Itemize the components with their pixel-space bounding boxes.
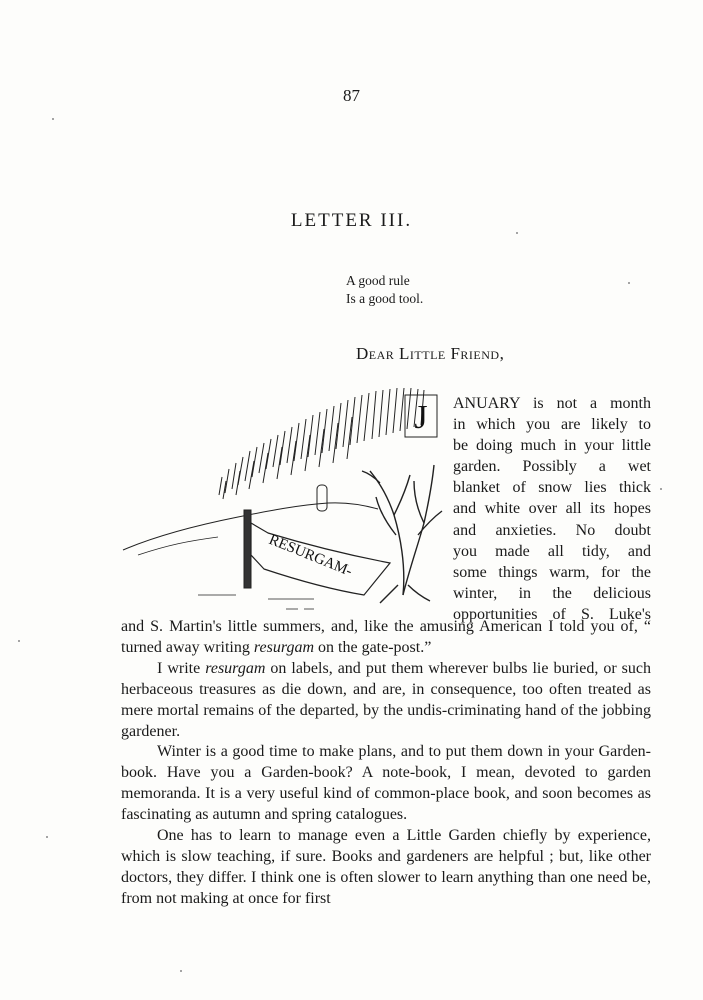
drop-cap-letter: J <box>414 399 428 436</box>
paper-speck <box>180 970 182 972</box>
paragraph-1-text: and S. Martin's little summers, and, like the amusing American I told you of, “ turned away writing <box>121 618 651 656</box>
resurgam-italic: resurgam <box>253 638 315 656</box>
salutation: Dear Little Friend, <box>356 344 505 363</box>
opening-line: ANUARY is not a month <box>453 395 651 412</box>
paper-speck <box>18 640 20 642</box>
paper-speck <box>52 118 54 120</box>
label-stake <box>244 510 251 588</box>
opening-line: and white over all its hopes <box>453 500 651 518</box>
opening-line: some things warm, for the <box>453 563 651 581</box>
paragraph-2-end: on labels, and put them wherever bulbs lie buried, or such herbaceous treasures as die down, and are, in consequence, too often treated as mere mortal remains of the departed, by the undis-criminating hand of the jobbing gardener. <box>121 659 651 740</box>
resurgam-sign-text: RESURGAM- <box>266 531 355 580</box>
resurgam-illustration <box>118 385 453 615</box>
paragraph-1 <box>121 617 651 659</box>
distant-tombstone <box>317 485 327 511</box>
letter-body <box>121 617 651 910</box>
opening-line: blanket of snow lies thick <box>453 479 651 497</box>
opening-line: in which you are likely to <box>453 416 651 434</box>
paragraph-3: Winter is a good time to make plans, and to put them down in your Garden-book. Have you a Garden-book? A note-book, I mean, devoted to garden memoranda. It is a very useful kind of common-place book, and soon becomes as fascinating as autumn and spring catalogues. <box>121 743 651 824</box>
paper-speck <box>628 282 630 284</box>
paragraph-4: One has to learn to manage even a Little Garden chiefly by experience, which is slow teaching, if sure. Books and gardeners are helpful ; but, like other doctors, they differ. I think one is often slower to learn anything than one need be, from not making at once for first <box>121 827 651 907</box>
resurgam-italic: resurgam <box>205 659 266 677</box>
drop-cap-j <box>404 394 438 438</box>
paper-speck <box>660 488 662 490</box>
paragraph-1-end: on the gate-post.” <box>314 638 432 656</box>
opening-lines <box>453 393 651 625</box>
opening-line: and anxieties. No doubt <box>453 521 651 539</box>
paragraph-2 <box>121 659 651 743</box>
motto-line-1: A good rule <box>346 273 410 288</box>
motto-line-2: Is a good tool. <box>346 291 424 306</box>
rain-hatching <box>219 388 424 499</box>
paragraph-2-text: I write <box>157 659 206 677</box>
opening-line: garden. Possibly a wet <box>453 458 651 476</box>
opening-line: be doing much in your little <box>453 437 651 455</box>
paper-speck <box>516 232 518 234</box>
opening-line: winter, in the delicious <box>453 584 651 602</box>
opening-line: you made all tidy, and <box>453 542 651 560</box>
page-number: 87 <box>343 86 360 105</box>
motto <box>346 272 423 308</box>
opening-line: opportunities of S. Luke's <box>453 605 651 623</box>
paper-speck <box>46 836 48 838</box>
letter-heading: LETTER III. <box>290 210 413 231</box>
